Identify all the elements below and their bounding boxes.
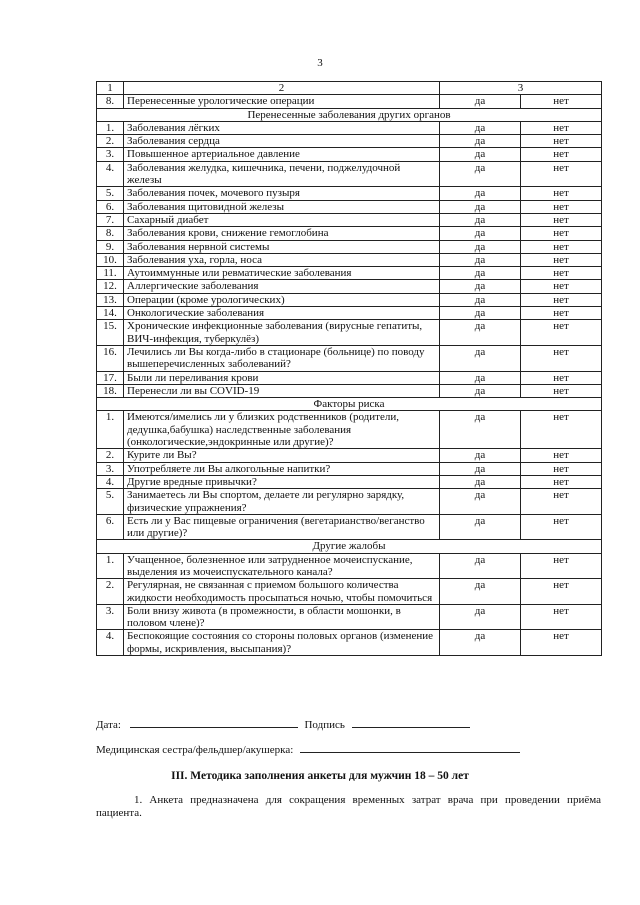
answer-no[interactable]: нет (521, 95, 602, 108)
answer-yes[interactable]: да (440, 148, 521, 161)
question-text: Заболевания сердца (124, 135, 440, 148)
table-row (97, 135, 602, 148)
answer-no[interactable]: нет (521, 449, 602, 462)
answer-yes[interactable]: да (440, 95, 521, 108)
table-row (97, 187, 602, 200)
table-row (97, 267, 602, 280)
answer-yes[interactable]: да (440, 489, 521, 515)
question-text: Заболевания лёгких (124, 121, 440, 134)
row-number: 17. (97, 371, 124, 384)
question-text: Хронические инфекционные заболевания (вирусные гепатиты, ВИЧ-инфекция, туберкулёз) (124, 320, 440, 346)
row-number: 4. (97, 475, 124, 488)
row-number: 7. (97, 213, 124, 226)
answer-yes[interactable]: да (440, 411, 521, 449)
answer-no[interactable]: нет (521, 320, 602, 346)
question-text: Заболевания почек, мочевого пузыря (124, 187, 440, 200)
question-text: Беспокоящие состояния со стороны половых органов (изменение формы, искривления, высыпания)? (124, 630, 440, 656)
answer-no[interactable]: нет (521, 604, 602, 630)
signature-field[interactable] (352, 718, 470, 728)
table-row (97, 213, 602, 226)
question-text: Аллергические заболевания (124, 280, 440, 293)
row-number: 18. (97, 384, 124, 397)
table-row (97, 95, 602, 108)
answer-no[interactable]: нет (521, 187, 602, 200)
row-number: 4. (97, 630, 124, 656)
row-number: 3. (97, 462, 124, 475)
section-row (97, 540, 602, 553)
answer-no[interactable]: нет (521, 462, 602, 475)
question-text: Заболевания нервной системы (124, 240, 440, 253)
answer-no[interactable]: нет (521, 489, 602, 515)
section-heading: III. Методика заполнения анкеты для мужчин 18 – 50 лет (171, 770, 469, 782)
question-text: Перенесенные урологические операции (124, 95, 440, 108)
header-col-2: 2 (124, 82, 440, 95)
answer-no[interactable]: нет (521, 307, 602, 320)
table-row (97, 449, 602, 462)
question-text: Употребляете ли Вы алкогольные напитки? (124, 462, 440, 475)
table-row (97, 200, 602, 213)
table-row (97, 489, 602, 515)
question-text: Лечились ли Вы когда-либо в стационаре (больнице) по поводу вышеперечисленных заболеваний? (124, 345, 440, 371)
page-number: 3 (317, 57, 323, 69)
answer-yes[interactable]: да (440, 135, 521, 148)
section-title: Факторы риска (97, 398, 602, 411)
answer-yes[interactable]: да (440, 514, 521, 540)
question-text: Курите ли Вы? (124, 449, 440, 462)
answer-no[interactable]: нет (521, 371, 602, 384)
answer-yes[interactable]: да (440, 187, 521, 200)
table-row (97, 161, 602, 187)
question-text: Есть ли у Вас пищевые ограничения (вегетарианство/веганство или другие)? (124, 514, 440, 540)
answer-yes[interactable]: да (440, 213, 521, 226)
nurse-signature-line (96, 743, 520, 756)
question-text: Аутоиммунные или ревматические заболевания (124, 267, 440, 280)
nurse-field[interactable] (300, 743, 520, 753)
question-text: Заболевания крови, снижение гемоглобина (124, 227, 440, 240)
questionnaire-body (97, 82, 602, 656)
answer-yes[interactable]: да (440, 553, 521, 579)
answer-yes[interactable]: да (440, 630, 521, 656)
table-row (97, 604, 602, 630)
instruction-paragraph: 1. Анкета предназначена для сокращения временных затрат врача при проведении приёма пациента. (96, 794, 601, 819)
answer-yes[interactable]: да (440, 604, 521, 630)
answer-no[interactable]: нет (521, 630, 602, 656)
question-text: Учащенное, болезненное или затрудненное мочеиспускание, выделения из мочеиспускательного канала? (124, 553, 440, 579)
answer-no[interactable]: нет (521, 579, 602, 605)
section-title: Другие жалобы (97, 540, 602, 553)
table-row (97, 240, 602, 253)
question-text: Повышенное артериальное давление (124, 148, 440, 161)
question-text: Операции (кроме урологических) (124, 293, 440, 306)
row-number: 1. (97, 553, 124, 579)
row-number: 2. (97, 449, 124, 462)
answer-yes[interactable]: да (440, 227, 521, 240)
question-text: Имеются/имелись ли у близких родственников (родители, дедушка,бабушка) наследственные заболевания (онкологические,эндокринные или другие)? (124, 411, 440, 449)
answer-yes[interactable]: да (440, 462, 521, 475)
row-number: 4. (97, 161, 124, 187)
answer-no[interactable]: нет (521, 200, 602, 213)
table-row (97, 475, 602, 488)
answer-no[interactable]: нет (521, 267, 602, 280)
row-number: 2. (97, 579, 124, 605)
question-text: Заболевания уха, горла, носа (124, 253, 440, 266)
table-row (97, 630, 602, 656)
table-header-row (97, 82, 602, 95)
table-row (97, 462, 602, 475)
answer-yes[interactable]: да (440, 267, 521, 280)
answer-yes[interactable]: да (440, 240, 521, 253)
row-number: 5. (97, 187, 124, 200)
answer-yes[interactable]: да (440, 384, 521, 397)
question-text: Заболевания желудка, кишечника, печени, поджелудочной железы (124, 161, 440, 187)
answer-yes[interactable]: да (440, 161, 521, 187)
answer-yes[interactable]: да (440, 371, 521, 384)
table-row (97, 293, 602, 306)
table-row (97, 371, 602, 384)
answer-yes[interactable]: да (440, 121, 521, 134)
section-row (97, 398, 602, 411)
table-row (97, 411, 602, 449)
answer-no[interactable]: нет (521, 475, 602, 488)
question-text: Боли внизу живота (в промежности, в области мошонки, в половом члене)? (124, 604, 440, 630)
answer-yes[interactable]: да (440, 253, 521, 266)
row-number: 6. (97, 200, 124, 213)
question-text: Онкологические заболевания (124, 307, 440, 320)
row-number: 11. (97, 267, 124, 280)
questionnaire-table (96, 81, 602, 656)
question-text: Были ли переливания крови (124, 371, 440, 384)
signature-label: Подпись (304, 719, 345, 731)
row-number: 5. (97, 489, 124, 515)
table-row (97, 121, 602, 134)
question-text: Другие вредные привычки? (124, 475, 440, 488)
section-title: Перенесенные заболевания других органов (97, 108, 602, 121)
answer-yes[interactable]: да (440, 345, 521, 371)
table-row (97, 514, 602, 540)
row-number: 1. (97, 411, 124, 449)
table-row (97, 253, 602, 266)
row-number: 6. (97, 514, 124, 540)
question-text: Занимаетесь ли Вы спортом, делаете ли регулярно зарядку, физические упражнения? (124, 489, 440, 515)
answer-no[interactable]: нет (521, 411, 602, 449)
answer-yes[interactable]: да (440, 293, 521, 306)
table-row (97, 384, 602, 397)
row-number: 1. (97, 121, 124, 134)
answer-no[interactable]: нет (521, 121, 602, 134)
row-number: 8. (97, 227, 124, 240)
header-col-3: 3 (440, 82, 602, 95)
answer-yes[interactable]: да (440, 320, 521, 346)
question-text: Регулярная, не связанная с приемом большого количества жидкости необходимость просыпаться ночью, чтобы помочиться (124, 579, 440, 605)
answer-no[interactable]: нет (521, 148, 602, 161)
table-row (97, 579, 602, 605)
table-row (97, 280, 602, 293)
answer-yes[interactable]: да (440, 307, 521, 320)
answer-no[interactable]: нет (521, 384, 602, 397)
answer-no[interactable]: нет (521, 161, 602, 187)
answer-yes[interactable]: да (440, 475, 521, 488)
table-row (97, 345, 602, 371)
row-number: 9. (97, 240, 124, 253)
answer-no[interactable]: нет (521, 553, 602, 579)
answer-no[interactable]: нет (521, 514, 602, 540)
date-label: Дата: (96, 719, 121, 731)
row-number: 13. (97, 293, 124, 306)
nurse-label: Медицинская сестра/фельдшер/акушерка: (96, 744, 294, 756)
table-row (97, 148, 602, 161)
row-number: 3. (97, 604, 124, 630)
answer-yes[interactable]: да (440, 280, 521, 293)
row-number: 2. (97, 135, 124, 148)
answer-no[interactable]: нет (521, 293, 602, 306)
answer-yes[interactable]: да (440, 449, 521, 462)
answer-no[interactable]: нет (521, 345, 602, 371)
header-col-1: 1 (97, 82, 124, 95)
row-number: 15. (97, 320, 124, 346)
row-number: 14. (97, 307, 124, 320)
table-row (97, 320, 602, 346)
question-text: Сахарный диабет (124, 213, 440, 226)
answer-no[interactable]: нет (521, 135, 602, 148)
row-number: 12. (97, 280, 124, 293)
table-row (97, 227, 602, 240)
answer-no[interactable]: нет (521, 253, 602, 266)
question-text: Перенесли ли вы COVID-19 (124, 384, 440, 397)
answer-yes[interactable]: да (440, 200, 521, 213)
question-text: Заболевания щитовидной железы (124, 200, 440, 213)
answer-no[interactable]: нет (521, 213, 602, 226)
date-field[interactable] (130, 718, 298, 728)
answer-yes[interactable]: да (440, 579, 521, 605)
table-row (97, 553, 602, 579)
row-number: 10. (97, 253, 124, 266)
row-number: 8. (97, 95, 124, 108)
answer-no[interactable]: нет (521, 280, 602, 293)
date-signature-line (96, 718, 470, 731)
answer-no[interactable]: нет (521, 227, 602, 240)
table-row (97, 307, 602, 320)
section-row (97, 108, 602, 121)
row-number: 16. (97, 345, 124, 371)
row-number: 3. (97, 148, 124, 161)
answer-no[interactable]: нет (521, 240, 602, 253)
